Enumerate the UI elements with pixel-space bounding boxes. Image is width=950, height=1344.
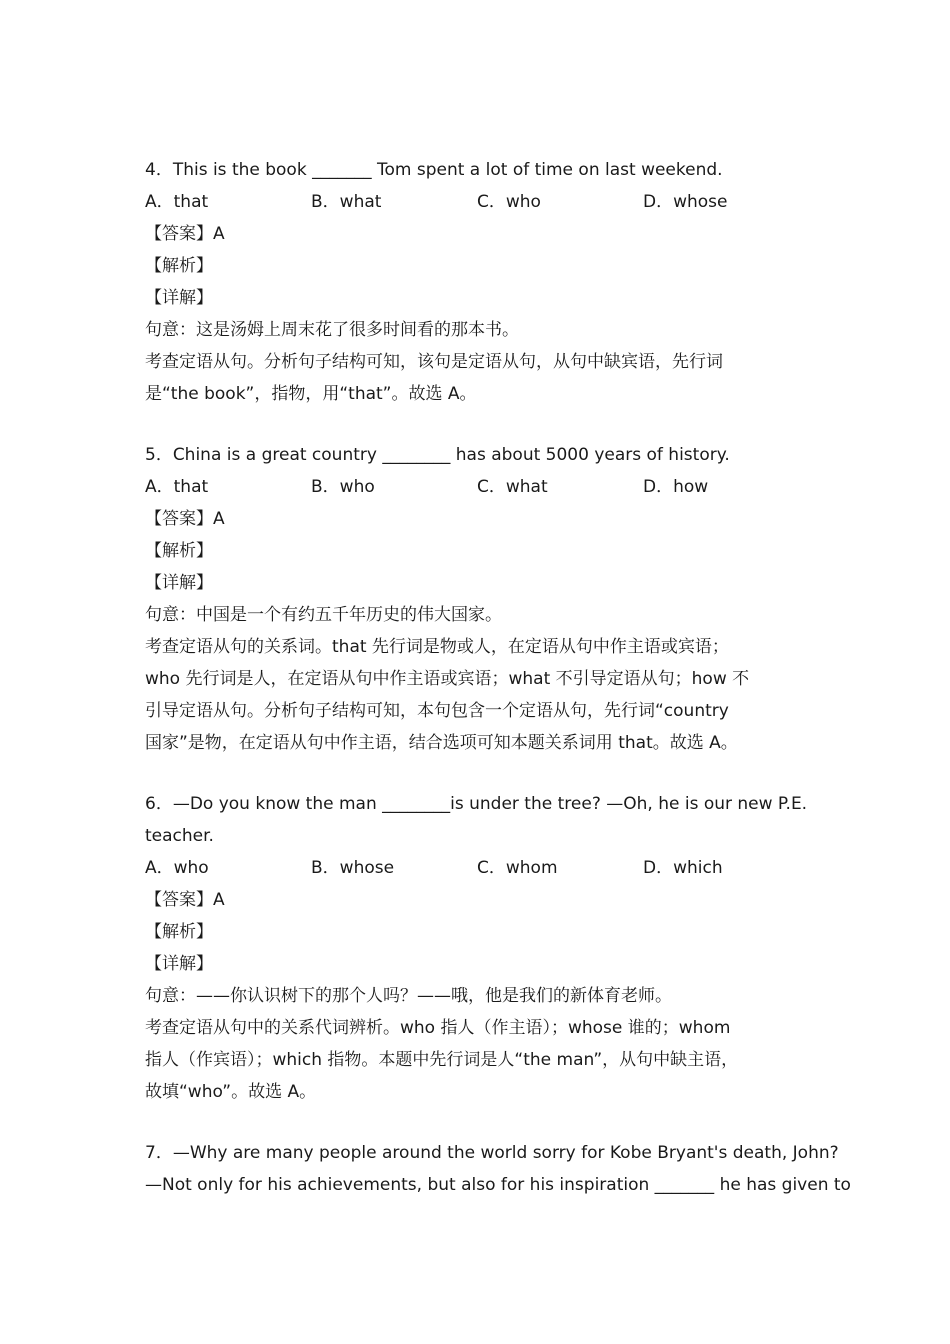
answer-line: 【答案】A [145,890,225,910]
explanation-line: 句意：中国是一个有约五千年历史的伟大国家。 [145,605,502,625]
explanation-line: 指人（作宾语）；which 指物。本题中先行词是人“the man”，从句中缺主语， [145,1050,739,1070]
explanation-line: 考查定语从句中的关系代词辨析。who 指人（作主语）；whose 谁的；whom [145,1018,731,1038]
option-c: C．what [477,477,548,497]
analysis-heading: 【解析】 [145,922,213,942]
option-a: A．that [145,192,209,212]
question-stem: teacher. [145,826,214,846]
option-d: D．how [643,477,709,497]
option-a: A．that [145,477,209,497]
option-b: B．whose [311,858,395,878]
detail-heading: 【详解】 [145,288,213,308]
question-5 [145,439,810,759]
document-page [145,154,851,1201]
option-d: D．whose [643,192,728,212]
question-6 [145,788,810,1108]
answer-line: 【答案】A [145,224,225,244]
question-stem: 7．—Why are many people around the world sorry for Kobe Bryant's death, John? [145,1143,839,1163]
question-stem: 6．—Do you know the man ________is under the tree? —Oh, he is our new P.E. [145,794,808,814]
option-c: C．whom [477,858,558,878]
explanation-line: 是“the book”，指物，用“that”。故选 A。 [145,384,477,404]
explanation-line: who 先行词是人，在定语从句中作主语或宾语；what 不引导定语从句；how 不 [145,669,750,689]
option-b: B．what [311,192,382,212]
answer-options [145,186,810,218]
question-stem: 5．China is a great country ________ has about 5000 years of history. [145,445,730,465]
detail-heading: 【详解】 [145,573,213,593]
question-stem: —Not only for his achievements, but also for his inspiration _______ he has given to [145,1175,851,1195]
question-4 [145,154,810,410]
answer-line: 【答案】A [145,509,225,529]
answer-options [145,852,810,884]
question-stem: 4．This is the book _______ Tom spent a lot of time on last weekend. [145,160,723,180]
explanation-line: 故填“who”。故选 A。 [145,1082,317,1102]
question-7 [145,1137,851,1201]
option-d: D．which [643,858,723,878]
analysis-heading: 【解析】 [145,256,213,276]
explanation-line: 考查定语从句的关系词。that 先行词是物或人，在定语从句中作主语或宾语； [145,637,729,657]
explanation-line: 考查定语从句。分析句子结构可知，该句是定语从句，从句中缺宾语，先行词 [145,352,723,372]
detail-heading: 【详解】 [145,954,213,974]
explanation-line: 引导定语从句。分析句子结构可知，本句包含一个定语从句，先行词“country [145,701,729,721]
answer-options [145,471,810,503]
option-b: B．who [311,477,375,497]
explanation-line: 句意：——你认识树下的那个人吗？——哦，他是我们的新体育老师。 [145,986,672,1006]
explanation-line: 句意：这是汤姆上周末花了很多时间看的那本书。 [145,320,519,340]
analysis-heading: 【解析】 [145,541,213,561]
explanation-line: 国家”是物，在定语从句中作主语，结合选项可知本题关系词用 that。故选 A。 [145,733,738,753]
option-a: A．who [145,858,209,878]
option-c: C．who [477,192,541,212]
